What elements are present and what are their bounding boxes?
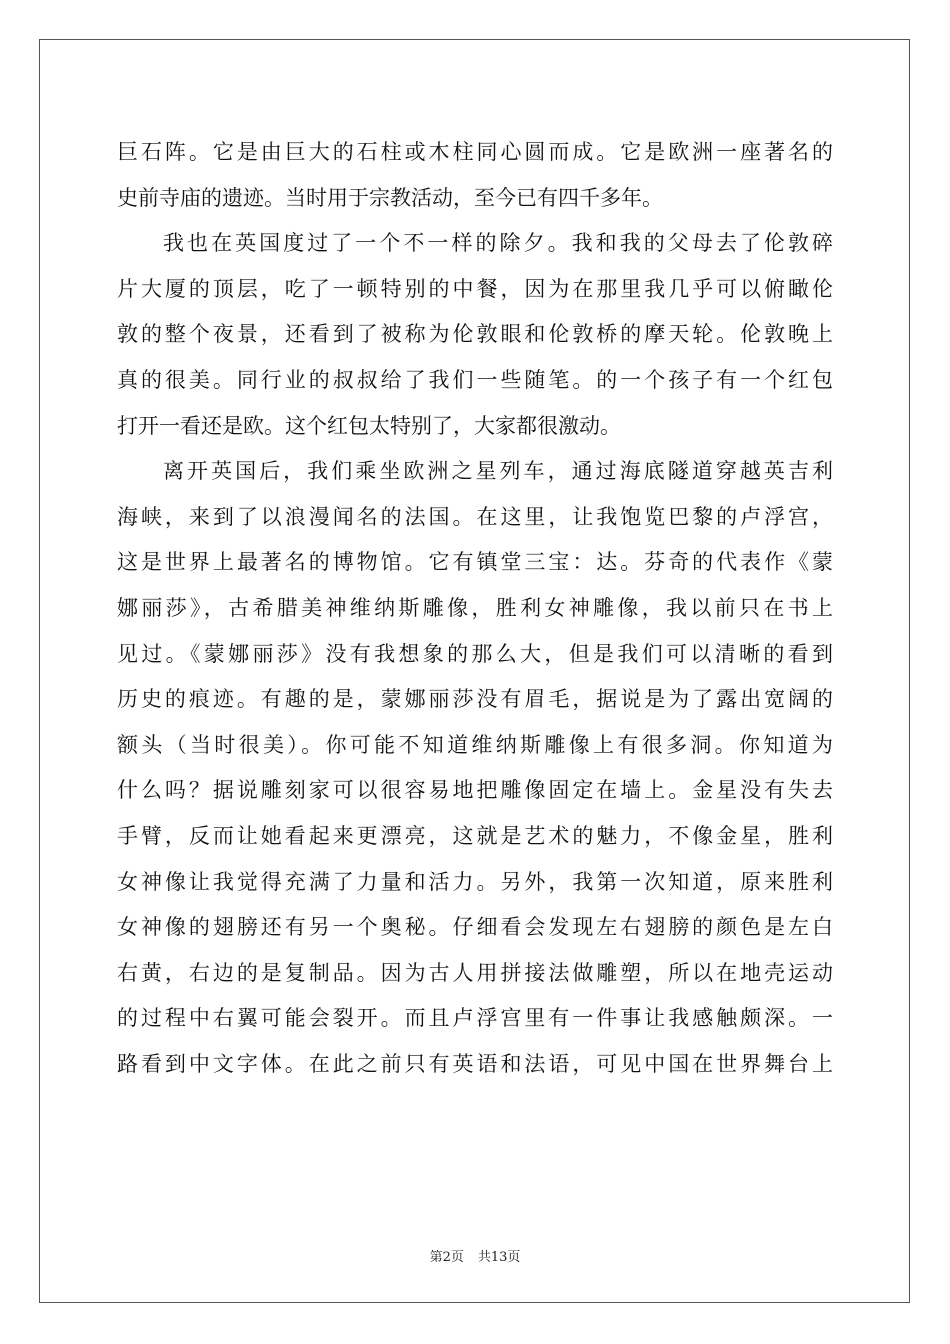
page-footer	[0, 1246, 950, 1265]
text-line: 女神像让我觉得充满了力量和活力。另外，我第一次知道，原来胜利	[117, 869, 833, 894]
text-line: 离开英国后，我们乘坐欧洲之星列车，通过海底隧道穿越英吉利	[163, 459, 833, 484]
text-line: 路看到中文字体。在此之前只有英语和法语，可见中国在世界舞台上	[117, 1051, 833, 1076]
paragraph	[117, 130, 833, 221]
text-line: 真的很美。同行业的叔叔给了我们一些随笔。的一个孩子有一个红包	[117, 367, 833, 392]
text-line: 娜丽莎》，古希腊美神维纳斯雕像，胜利女神雕像，我以前只在书上	[117, 595, 833, 620]
text-line: 海峡，来到了以浪漫闻名的法国。在这里，让我饱览巴黎的卢浮宫，	[117, 504, 833, 529]
text-line: 女神像的翅膀还有另一个奥秘。仔细看会发现左右翅膀的颜色是左白	[117, 915, 833, 940]
document-body	[117, 130, 833, 1087]
text-line: 这是世界上最著名的博物馆。它有镇堂三宝：达。芬奇的代表作《蒙	[117, 550, 833, 575]
text-line: 手臂，反而让她看起来更漂亮，这就是艺术的魅力，不像金星，胜利	[117, 823, 833, 848]
text-line: 我也在英国度过了一个不一样的除夕。我和我的父母去了伦敦碎	[163, 231, 833, 256]
text-line: 片大厦的顶层，吃了一顿特别的中餐，因为在那里我几乎可以俯瞰伦	[117, 276, 833, 301]
text-line: 史前寺庙的遗迹。当时用于宗教活动，至今已有四千多年。	[117, 185, 663, 210]
text-line: 的过程中右翼可能会裂开。而且卢浮宫里有一件事让我感触颇深。一	[117, 1006, 833, 1031]
text-line: 额头（当时很美）。你可能不知道维纳斯雕像上有很多洞。你知道为	[117, 732, 833, 757]
text-line: 右黄，右边的是复制品。因为古人用拼接法做雕塑，所以在地壳运动	[117, 960, 833, 985]
paragraph	[117, 221, 833, 449]
text-line: 什么吗？据说雕刻家可以很容易地把雕像固定在墙上。金星没有失去	[117, 778, 833, 803]
text-line: 巨石阵。它是由巨大的石柱或木柱同心圆而成。它是欧洲一座著名的	[117, 140, 833, 164]
text-line: 打开一看还是欧。这个红包太特别了，大家都很激动。	[117, 413, 621, 438]
text-line: 敦的整个夜景，还看到了被称为伦敦眼和伦敦桥的摩天轮。伦敦晚上	[117, 322, 833, 347]
paragraph	[117, 449, 833, 1087]
text-line: 见过。《蒙娜丽莎》没有我想象的那么大，但是我们可以清晰的看到	[117, 641, 833, 666]
page-number: 第2页	[429, 1250, 464, 1265]
page-total: 共13页	[477, 1250, 521, 1265]
text-line: 历史的痕迹。有趣的是，蒙娜丽莎没有眉毛，据说是为了露出宽阔的	[117, 687, 833, 712]
